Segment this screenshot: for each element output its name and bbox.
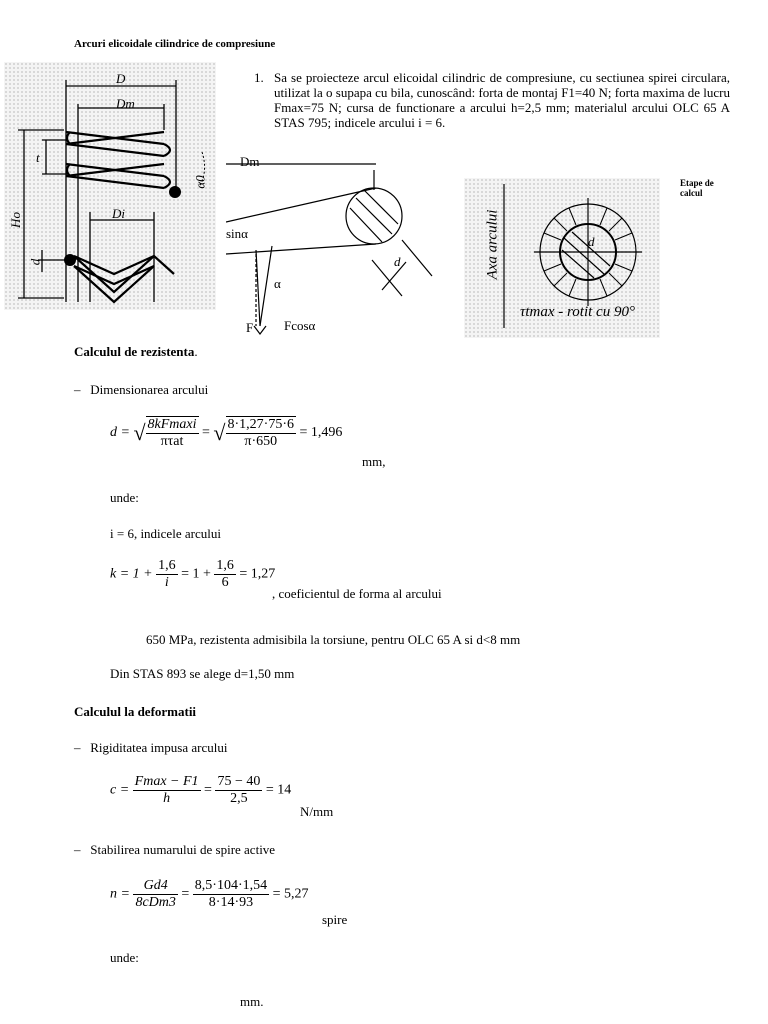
formula-c: c = $\frac{Fmax - F1}{h}$ = $\frac{75 - 40}{2,5}$ = 14 [110, 774, 292, 806]
label-Di: Di [112, 206, 125, 221]
label-d: d [27, 258, 43, 266]
bullet-dash: – [74, 382, 91, 397]
section-title-deformatii: Calculul la deformatii [74, 704, 197, 719]
wire-label-Fcos: Fcosα [284, 318, 316, 333]
label-Ho: Ho [7, 212, 23, 228]
spring-figure [4, 62, 216, 310]
label-D: D [116, 71, 126, 86]
formula-k-desc: , coeficientul de forma al arcului [272, 586, 442, 601]
wire-label-sina: sinα [226, 226, 248, 241]
section-tau-label: τtmax - rotit cu 90° [520, 304, 635, 320]
section-axis-label: Axa arcului [484, 209, 501, 280]
formula-n: n = $\frac{Gd4}{\text{8cDm3}}$ = $\frac{8,5\cdot 104\cdot 1,54}{8\cdot 14\cdot 93}$ = 5,27 [110, 878, 309, 910]
side-note: Etape de calcul [680, 178, 714, 198]
formula-c-unit: N/mm [300, 804, 334, 819]
bullet-dimensionare: – Dimensionarea arcului [74, 382, 209, 397]
label-alpha0: α0 [192, 175, 208, 189]
problem-number: 1. [254, 70, 264, 85]
document-title: Arcuri elicoidale cilindrice de compresiune [74, 38, 276, 50]
unde-2: unde: [110, 950, 139, 965]
section-figure [464, 178, 660, 338]
section-label-d: d [588, 234, 595, 249]
bullet-rigiditate: – Rigiditatea impusa arcului [74, 740, 228, 755]
formula-n-unit: spire [322, 912, 348, 927]
wire-label-Dm: Dm [240, 154, 260, 169]
wire-label-d: d [394, 254, 401, 269]
formula-k: k = 1 + $\frac{1,6}{i}$ = 1 + $\frac{1,6}{6}$ = 1,27 [110, 558, 276, 590]
problem-text: Sa se proiecteze arcul elicoidal cilindric de compresiune, cu sectiunea spirei circulara, utilizat la o supapa cu bila, cunoscând: forta de montaj F1=40 N; forta maxima de lucru Fmax=75 N; cursa de functionare a arcului h=2,5 mm; materialul arcului OLC 65 A STAS 795; indicele arcului i = 6. [274, 70, 730, 130]
unde-1: unde: [110, 490, 139, 505]
wire-label-alpha: α [274, 276, 281, 291]
wire-force-figure [226, 150, 442, 336]
label-t: t [36, 150, 40, 165]
i-line: i = 6, indicele arcului [110, 526, 221, 541]
stas-line: Din STAS 893 se alege d=1,50 mm [110, 666, 295, 681]
bullet-spire: – Stabilirea numarului de spire active [74, 842, 276, 857]
section-title-rezistenta: Calculul de rezistenta. [74, 344, 198, 359]
wire-label-F: F [246, 320, 254, 335]
mm-end: mm. [240, 994, 264, 1009]
formula-d-unit: mm, [362, 454, 386, 469]
formula-d: d = √ $\frac{8kFmaxi}{\text{πτat}}$ = √ $\frac{8\cdot 1,27\cdot 75\cdot 6}{\pi\cdot 650}$ = 1,496 [110, 417, 343, 449]
tau-line: 650 MPa, rezistenta admisibila la torsiune, pentru OLC 65 A si d<8 mm [146, 632, 521, 647]
label-Dm: Dm [116, 96, 135, 111]
